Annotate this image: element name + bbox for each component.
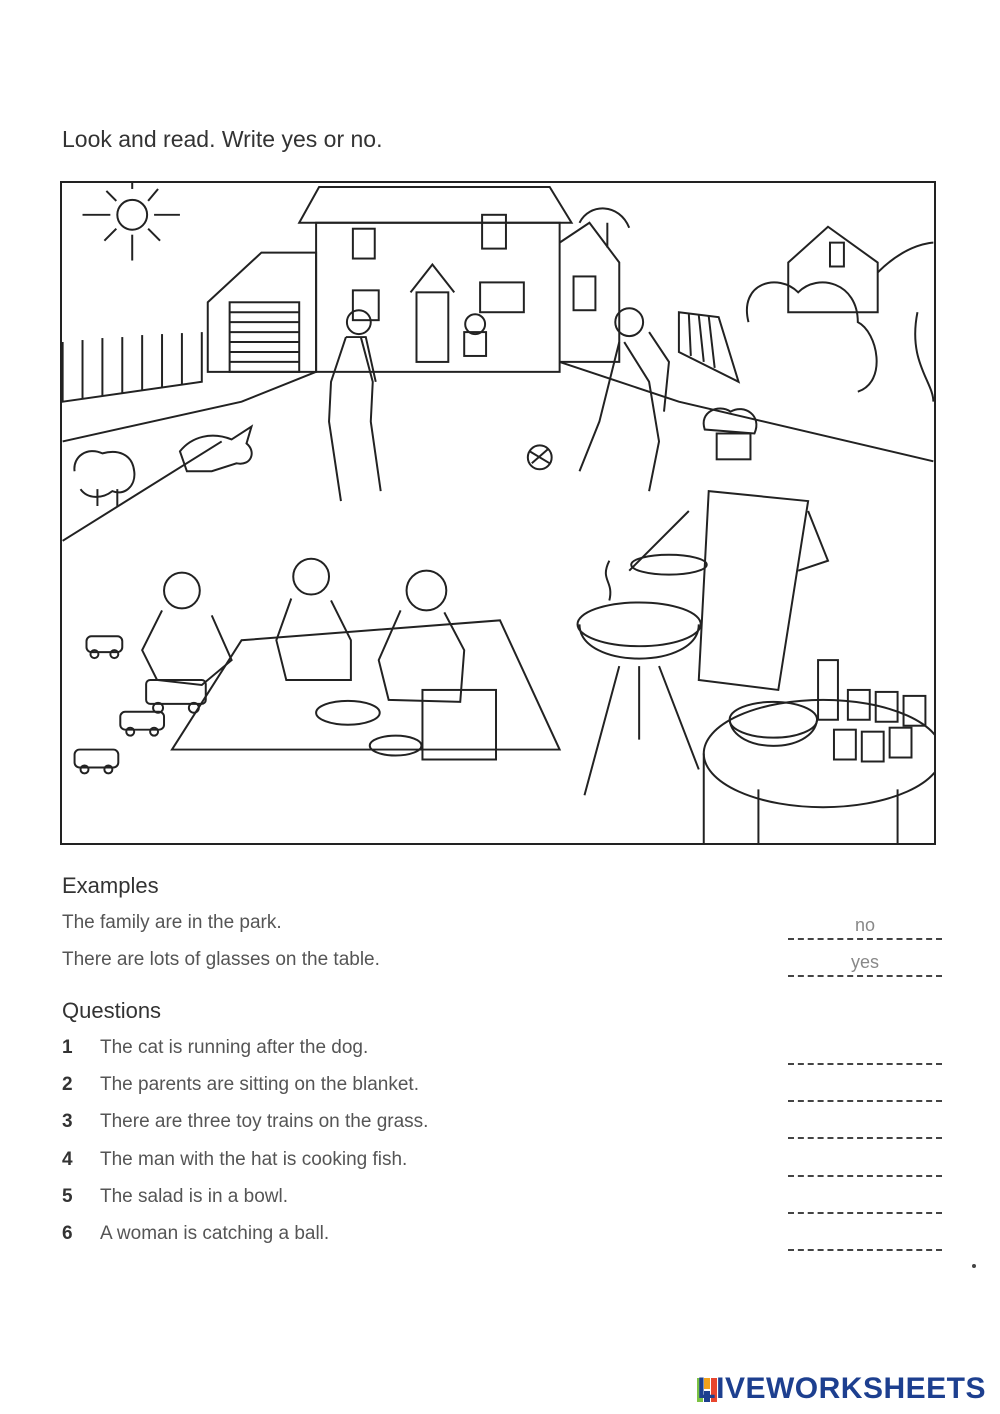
question-number: 6: [62, 1223, 73, 1244]
answer-field-3[interactable]: [788, 1115, 942, 1139]
garden-picnic-scene-illustration: [62, 183, 934, 843]
question-number: 5: [62, 1186, 73, 1207]
question-row: [62, 1186, 942, 1216]
question-number: 2: [62, 1074, 73, 1095]
question-text: The cat is running after the dog.: [100, 1037, 369, 1058]
questions-heading: Questions: [62, 998, 162, 1023]
question-number: 1: [62, 1037, 73, 1058]
answer-field-4[interactable]: [788, 1153, 942, 1177]
example-text: There are lots of glasses on the table.: [62, 949, 380, 970]
answer-field-2[interactable]: [788, 1078, 942, 1102]
scene-illustration: [60, 181, 936, 845]
answer-field-5[interactable]: [788, 1190, 942, 1214]
example-row: [62, 949, 942, 979]
brand-logo-text[interactable]: LIVEWORKSHEETS: [697, 1372, 986, 1405]
example-answer-field: yes: [788, 953, 942, 977]
answer-field-1[interactable]: [788, 1041, 942, 1065]
example-answer-field: no: [788, 916, 942, 940]
answer-field-6[interactable]: [788, 1227, 942, 1251]
instruction-text: Look and read. Write yes or no.: [62, 126, 383, 152]
question-text: There are three toy trains on the grass.: [100, 1111, 429, 1132]
question-text: The parents are sitting on the blanket.: [100, 1074, 419, 1095]
question-text: The salad is in a bowl.: [100, 1186, 288, 1207]
stray-mark: [972, 1264, 976, 1268]
question-number: 3: [62, 1111, 73, 1132]
question-row: [62, 1037, 942, 1067]
question-row: [62, 1074, 942, 1104]
question-number: 4: [62, 1149, 73, 1170]
examples-heading: Examples: [62, 873, 159, 898]
question-text: A woman is catching a ball.: [100, 1223, 330, 1244]
question-text: The man with the hat is cooking fish.: [100, 1149, 408, 1170]
question-row: [62, 1223, 942, 1253]
example-text: The family are in the park.: [62, 912, 282, 933]
example-row: [62, 912, 942, 942]
question-row: [62, 1149, 942, 1179]
question-row: [62, 1111, 942, 1141]
